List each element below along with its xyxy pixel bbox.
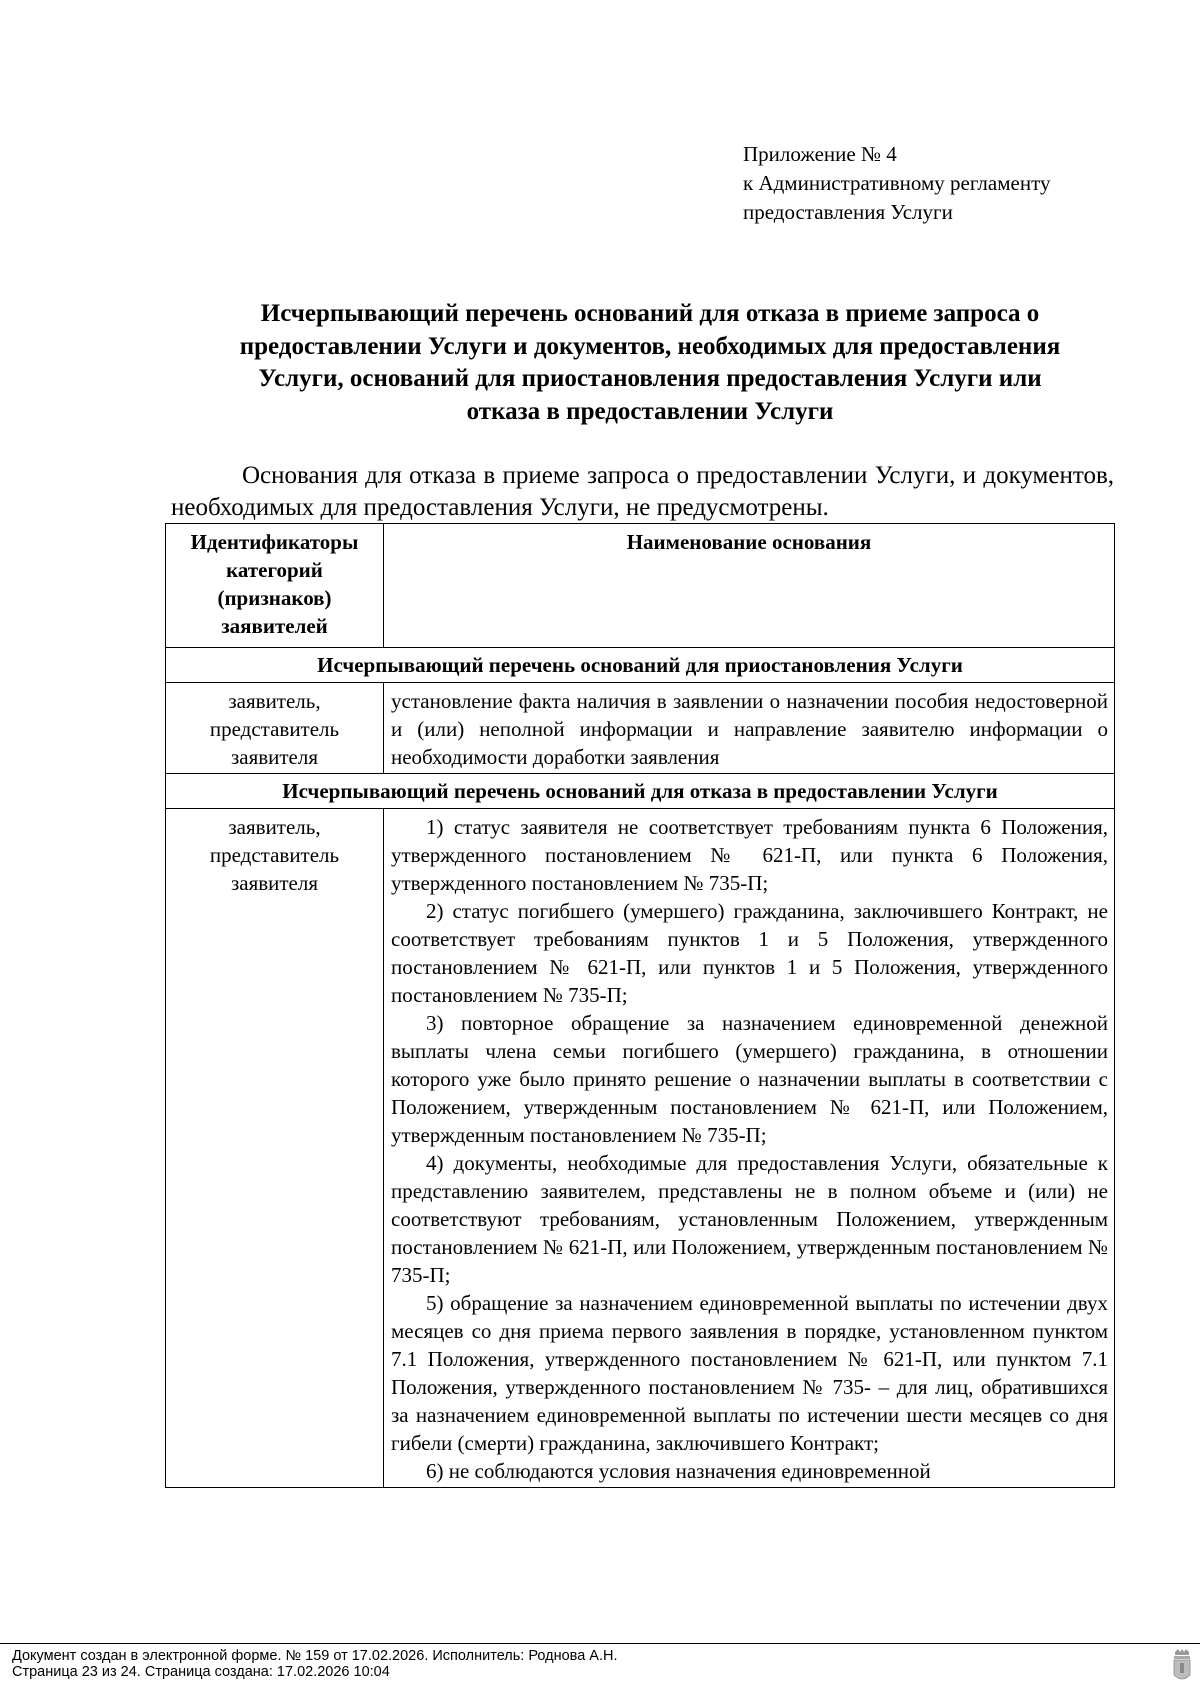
document-footer xyxy=(12,1648,618,1680)
appendix-number: Приложение № 4 xyxy=(743,142,897,166)
coat-of-arms-icon xyxy=(1171,1649,1193,1685)
footer-document-info: Документ создан в электронной форме. № 159 от 17.02.2026. Исполнитель: Роднова А.Н. xyxy=(12,1648,618,1664)
appendix-note xyxy=(743,140,1163,227)
header-categories xyxy=(166,524,384,648)
header-categories-line-3: (признаков) xyxy=(217,586,332,610)
intro-paragraph: Основания для отказа в приеме запроса о предоставлении Услуги, и документов, необходимых для предоставления Услуги, не предусмотрены. xyxy=(171,462,1114,521)
reason-item-6: 6) не соблюдаются условия назначения единовременной xyxy=(426,1459,931,1483)
footer-page-info: Страница 23 из 24. Страница создана: 17.02.2026 10:04 xyxy=(12,1664,390,1680)
header-categories-line-1: Идентификаторы xyxy=(190,530,359,554)
applicant-category xyxy=(166,683,384,774)
title-line-3: Услуги, оснований для приостановления предоставления Услуги или xyxy=(258,365,1042,392)
table-row xyxy=(166,683,1115,774)
document-title xyxy=(168,298,1132,428)
section-heading-row xyxy=(166,648,1115,683)
appendix-subject: предоставления Услуги xyxy=(743,200,953,224)
section-refusal-title: Исчерпывающий перечень оснований для отказа в предоставлении Услуги xyxy=(166,774,1115,809)
section-suspension-title: Исчерпывающий перечень оснований для приостановления Услуги xyxy=(166,648,1115,683)
category-line-3: заявителя xyxy=(230,745,319,769)
reason-item-3: 3) повторное обращение за назначением единовременной денежной выплаты члена семьи погибшего (умершего) гражданина, в отношении которого уже было принято решение о назначении выплаты в соответствии с Положением, утвержденным постановлением № 621-П, или Положением, утвержденным постановлением № 735-П; xyxy=(391,1011,1108,1147)
table-row xyxy=(166,809,1115,1488)
grounds-table xyxy=(165,523,1115,1488)
header-categories-line-4: заявителей xyxy=(221,614,328,638)
suspension-reasons xyxy=(384,683,1115,774)
reason-item-4: 4) документы, необходимые для предоставления Услуги, обязательные к представлению заявителем, представлены не в полном объеме и (или) не соответствуют требованиям, установленным Положением, утвержденным постановлением № 621-П, или Положением, утвержденным постановлением № 735-П; xyxy=(391,1151,1108,1287)
footer-divider xyxy=(0,1643,1200,1644)
category-line-2: представитель xyxy=(209,717,340,741)
category-line-3: заявителя xyxy=(230,871,319,895)
table-header-row xyxy=(166,524,1115,648)
reason-item-1: 1) статус заявителя не соответствует требованиям пункта 6 Положения, утвержденного постановлением № 621-П, или пункта 6 Положения, утвержденного постановлением № 735-П; xyxy=(391,815,1108,895)
category-line-1: заявитель, xyxy=(228,815,321,839)
applicant-category xyxy=(166,809,384,1488)
reason-item-5: 5) обращение за назначением единовременной выплаты по истечении двух месяцев со дня приема первого заявления в порядке, установленном пунктом 7.1 Положения, утвержденного постановлением № 621-П, или пунктом 7.1 Положения, утвержденного постановлением № 735- – для лиц, обратившихся за назначением единовременной выплаты по истечении шести месяцев со дня гибели (смерти) гражданина, заключившего Контракт; xyxy=(391,1291,1108,1455)
header-reason-name: Наименование основания xyxy=(384,524,1115,648)
title-line-1: Исчерпывающий перечень оснований для отказа в приеме запроса о xyxy=(260,300,1040,327)
category-line-1: заявитель, xyxy=(228,689,321,713)
refusal-reasons xyxy=(384,809,1115,1488)
reason-item: установление факта наличия в заявлении о назначении пособия недостоверной и (или) неполной информации и направление заявителю информации о необходимости доработки заявления xyxy=(391,689,1108,769)
header-categories-line-2: категорий xyxy=(226,558,323,582)
title-line-4: отказа в предоставлении Услуги xyxy=(466,397,834,425)
section-heading-row xyxy=(166,774,1115,809)
reason-item-2: 2) статус погибшего (умершего) гражданина, заключившего Контракт, не соответствует требованиям пунктов 1 и 5 Положения, утвержденного постановлением № 621-П, или пунктов 1 и 5 Положения, утвержденного постановлением № 735-П; xyxy=(391,899,1108,1007)
title-line-2: предоставлении Услуги и документов, необходимых для предоставления xyxy=(239,332,1061,360)
category-line-2: представитель xyxy=(209,843,340,867)
appendix-reference: к Административному регламенту xyxy=(743,171,1051,195)
